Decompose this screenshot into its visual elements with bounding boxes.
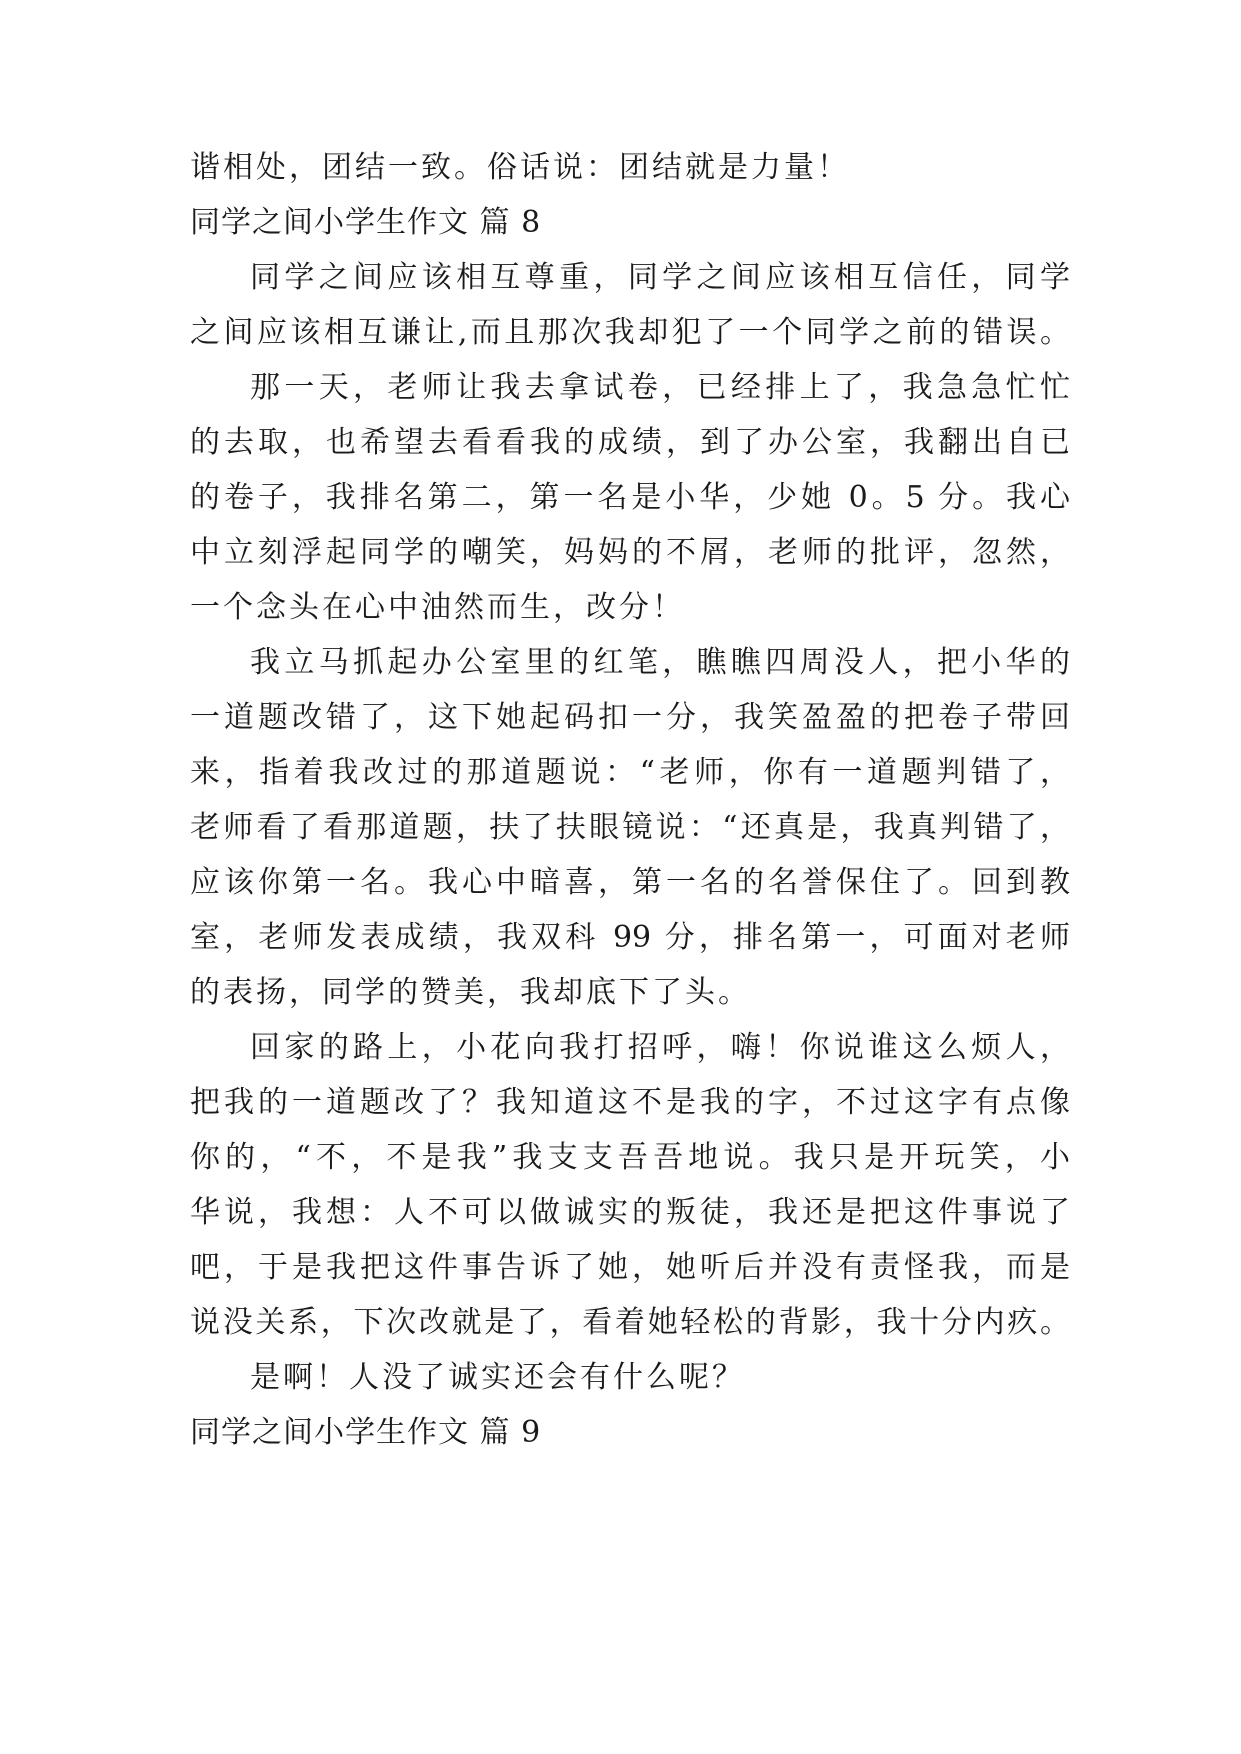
text-line-20: 华说，我想：人不可以做诚实的叛徒，我还是把这件事说了 <box>190 1195 1070 1230</box>
text-line-3: 同学之间应该相互尊重，同学之间应该相互信任，同学 <box>250 260 1070 295</box>
text-line-7: 的卷子，我排名第二，第一名是小华，少她 0。5 分。我心 <box>190 480 1070 515</box>
text-line-14: 应该你第一名。我心中暗喜，第一名的名誉保住了。回到教 <box>190 865 1070 900</box>
text-line-9: 一个念头在心中油然而生，改分！ <box>190 590 685 625</box>
text-line-19: 你的，“不，不是我”我支支吾吾地说。我只是开玩笑，小 <box>190 1140 1070 1175</box>
text-line-1: 谐相处，团结一致。俗话说：团结就是力量！ <box>190 150 850 185</box>
text-line-15: 室，老师发表成绩，我双科 99 分，排名第一，可面对老师 <box>190 920 1070 955</box>
text-line-13: 老师看了看那道题，扶了扶眼镜说：“还真是，我真判错了， <box>190 810 1070 845</box>
section-heading-9: 同学之间小学生作文 篇 9 <box>190 1415 542 1450</box>
text-line-23: 是啊！人没了诚实还会有什么呢？ <box>250 1360 745 1395</box>
section-heading-8: 同学之间小学生作文 篇 8 <box>190 205 542 240</box>
text-line-4: 之间应该相互谦让,而且那次我却犯了一个同学之前的错误。 <box>190 315 1070 350</box>
text-line-5: 那一天，老师让我去拿试卷，已经排上了，我急急忙忙 <box>250 370 1070 405</box>
text-line-10: 我立马抓起办公室里的红笔，瞧瞧四周没人，把小华的 <box>250 645 1070 680</box>
text-line-18: 把我的一道题改了？我知道这不是我的字，不过这字有点像 <box>190 1085 1070 1120</box>
text-line-21: 吧，于是我把这件事告诉了她，她听后并没有责怪我，而是 <box>190 1250 1070 1285</box>
text-line-8: 中立刻浮起同学的嘲笑，妈妈的不屑，老师的批评，忽然， <box>190 535 1070 570</box>
text-line-17: 回家的路上，小花向我打招呼，嗨！你说谁这么烦人， <box>250 1030 1070 1065</box>
text-line-12: 来，指着我改过的那道题说：“老师，你有一道题判错了， <box>190 755 1070 790</box>
text-line-6: 的去取，也希望去看看我的成绩，到了办公室，我翻出自已 <box>190 425 1070 460</box>
text-line-22: 说没关系，下次改就是了，看着她轻松的背影，我十分内疚。 <box>190 1305 1070 1340</box>
text-line-11: 一道题改错了，这下她起码扣一分，我笑盈盈的把卷子带回 <box>190 700 1070 735</box>
text-line-16: 的表扬，同学的赞美，我却底下了头。 <box>190 975 751 1010</box>
